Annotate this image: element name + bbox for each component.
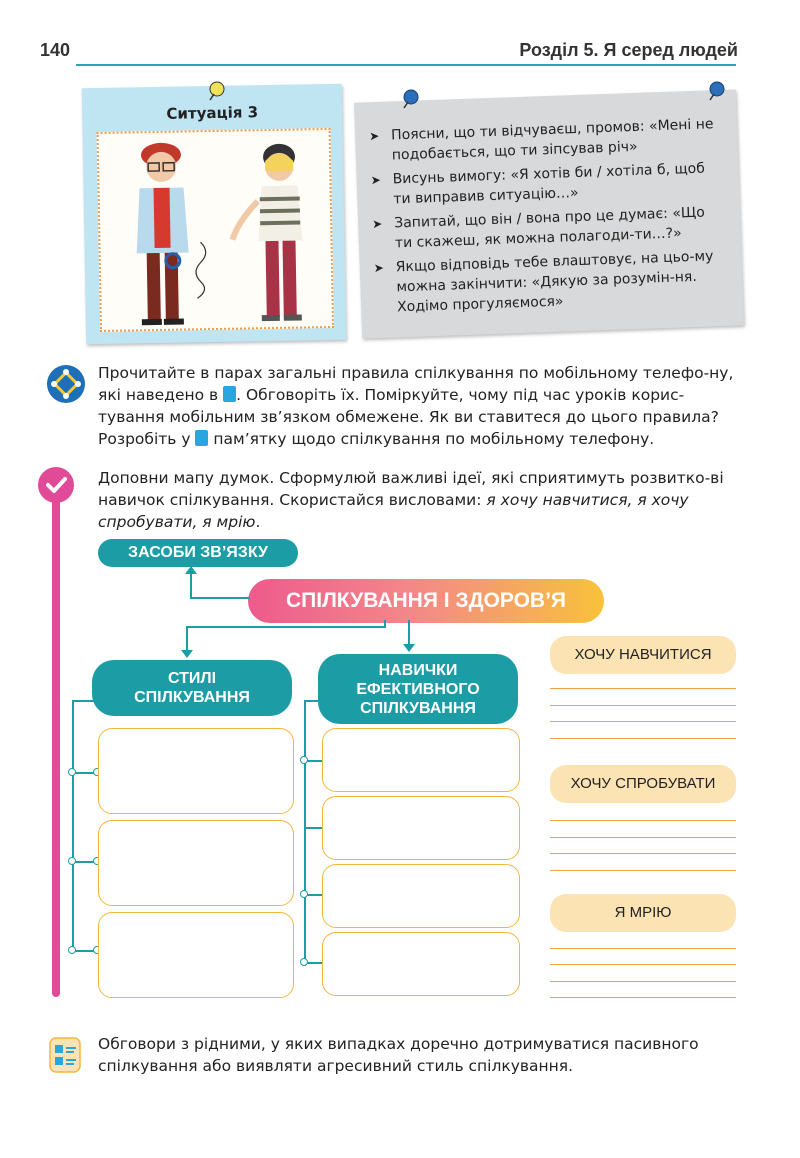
want-try-label: ХОЧУ СПРОБУВАТИ [550, 765, 736, 803]
dream-label: Я МРІЮ [550, 894, 736, 932]
answer-line[interactable] [550, 870, 736, 871]
bracket-line [72, 700, 74, 952]
connector-dot [300, 890, 308, 898]
answer-line[interactable] [550, 721, 736, 722]
mindmap-node-styles [92, 660, 292, 716]
answer-line[interactable] [550, 820, 736, 821]
connector-line [190, 572, 192, 598]
note-item-text: Поясни, що ти відчуваєш, промов: «Мені не подобається, що ти зіпсував річ» [390, 116, 714, 164]
connector-dot [68, 857, 76, 865]
arrowhead [185, 566, 197, 574]
situation-title: Ситуація 3 [166, 103, 259, 123]
node-label: СПІЛКУВАННЯ [360, 700, 476, 717]
instructions-note [354, 89, 744, 338]
skills-answer-box[interactable] [322, 864, 520, 928]
connector-line [408, 620, 410, 646]
connector-line [190, 597, 250, 599]
note-item-text: Якщо відповідь тебе влаштовує, на цьо-му можна закінчити: «Дякую за розумін-ня. Ходімо прогуляємося» [395, 248, 714, 316]
arrowhead [403, 644, 415, 652]
situation-card [82, 84, 346, 344]
pin-icon [206, 80, 228, 102]
notebook-icon [223, 386, 236, 402]
bracket-line [304, 700, 320, 702]
task-side-bar [52, 497, 60, 997]
note-item: ➤ Якщо відповідь тебе влаштовує, на цьо-му можна закінчити: «Дякую за розумін-ня. Ходімо прогуляємося» [373, 248, 714, 316]
checkmark-icon [38, 467, 74, 503]
note-item-text: Запитай, що він / вона про це думає: «Що ти скажеш, як можна полагоди-ти…?» [393, 204, 706, 252]
connector-line [186, 626, 188, 652]
family-discussion-icon [48, 1036, 82, 1074]
activity-text: . Обговоріть їх. Поміркуйте, чому під час уроків корис-тування мобільним зв’язком обмежене. Як ви ставитеся до цього правила? Розробіть у [98, 386, 719, 448]
bracket-line [72, 700, 94, 702]
mindmap-node-means: ЗАСОБИ ЗВ’ЯЗКУ [98, 539, 298, 567]
note-item: ➤ Поясни, що ти відчуваєш, промов: «Мені не подобається, що ти зіпсував річ» [368, 116, 714, 164]
answer-line[interactable] [550, 948, 736, 949]
answer-line[interactable] [550, 997, 736, 998]
want-learn-label: ХОЧУ НАВЧИТИСЯ [550, 636, 736, 674]
notebook-icon [195, 430, 208, 446]
mindmap-node-skills [318, 654, 518, 724]
answer-line[interactable] [550, 738, 736, 739]
activity-family-discussion: Обговори з рідними, у яких випадках доречно дотримуватися пасивного спілкування або виявляти агресивний стиль спілкування. [98, 1035, 699, 1075]
connector-dot [68, 768, 76, 776]
styles-answer-box[interactable] [98, 820, 294, 906]
page-number: 140 [40, 40, 71, 60]
node-label: НАВИЧКИ [378, 662, 458, 679]
answer-line[interactable] [550, 688, 736, 689]
situation-illustration [97, 128, 334, 332]
connector-line [384, 620, 386, 628]
activity-text: пам’ятку щодо спілкування по мобільному телефону. [208, 430, 655, 448]
connector-dot [300, 958, 308, 966]
activity-pair-reading [98, 362, 748, 450]
answer-line[interactable] [550, 705, 736, 706]
note-item: ➤ Запитай, що він / вона про це думає: «Що ти скажеш, як можна полагоди-ти…?» [372, 204, 706, 252]
activity-text: Прочитайте в парах загальні правила спілкування по мобільному телефо-ну, які наведено в [98, 364, 734, 404]
skills-answer-box[interactable] [322, 932, 520, 996]
pair-work-icon [46, 364, 86, 404]
note-item: ➤ Висунь вимогу: «Я хотів би / хотіла б, щоб ти виправив ситуацію…» [370, 160, 706, 208]
pin-icon [706, 80, 728, 102]
answer-line[interactable] [550, 981, 736, 982]
activity-text: . [255, 513, 261, 531]
node-label: ЕФЕКТИВНОГО [356, 681, 480, 698]
answer-line[interactable] [550, 964, 736, 965]
activity-text: Доповни мапу думок. Сформулюй важливі ідеї, які сприятимуть розвитко-ві навичок спілкування. Скористайся висловами: [98, 469, 724, 509]
skills-answer-box[interactable] [322, 728, 520, 792]
node-label: СПІЛКУВАННЯ [134, 689, 250, 706]
answer-line[interactable] [550, 837, 736, 838]
node-label: СТИЛІ [167, 670, 217, 687]
activity-italic-text: я хочу навчитися, я хочу спробувати, я мрію [98, 491, 689, 531]
answer-line[interactable] [550, 853, 736, 854]
skills-answer-box[interactable] [322, 796, 520, 860]
connector-dot [300, 756, 308, 764]
note-item-text: Висунь вимогу: «Я хотів би / хотіла б, щоб ти виправив ситуацію…» [392, 160, 706, 208]
connector-line [186, 626, 384, 628]
bracket-line [304, 700, 306, 966]
connector-dot [68, 946, 76, 954]
pin-icon [400, 88, 422, 110]
styles-answer-box[interactable] [98, 912, 294, 998]
activity-mindmap-instructions [98, 467, 748, 533]
header-divider [76, 64, 736, 66]
arrowhead [181, 650, 193, 658]
styles-answer-box[interactable] [98, 728, 294, 814]
mindmap-center-node: СПІЛКУВАННЯ І ЗДОРОВ’Я [248, 579, 604, 623]
section-title: Розділ 5. Я серед людей [519, 40, 738, 60]
